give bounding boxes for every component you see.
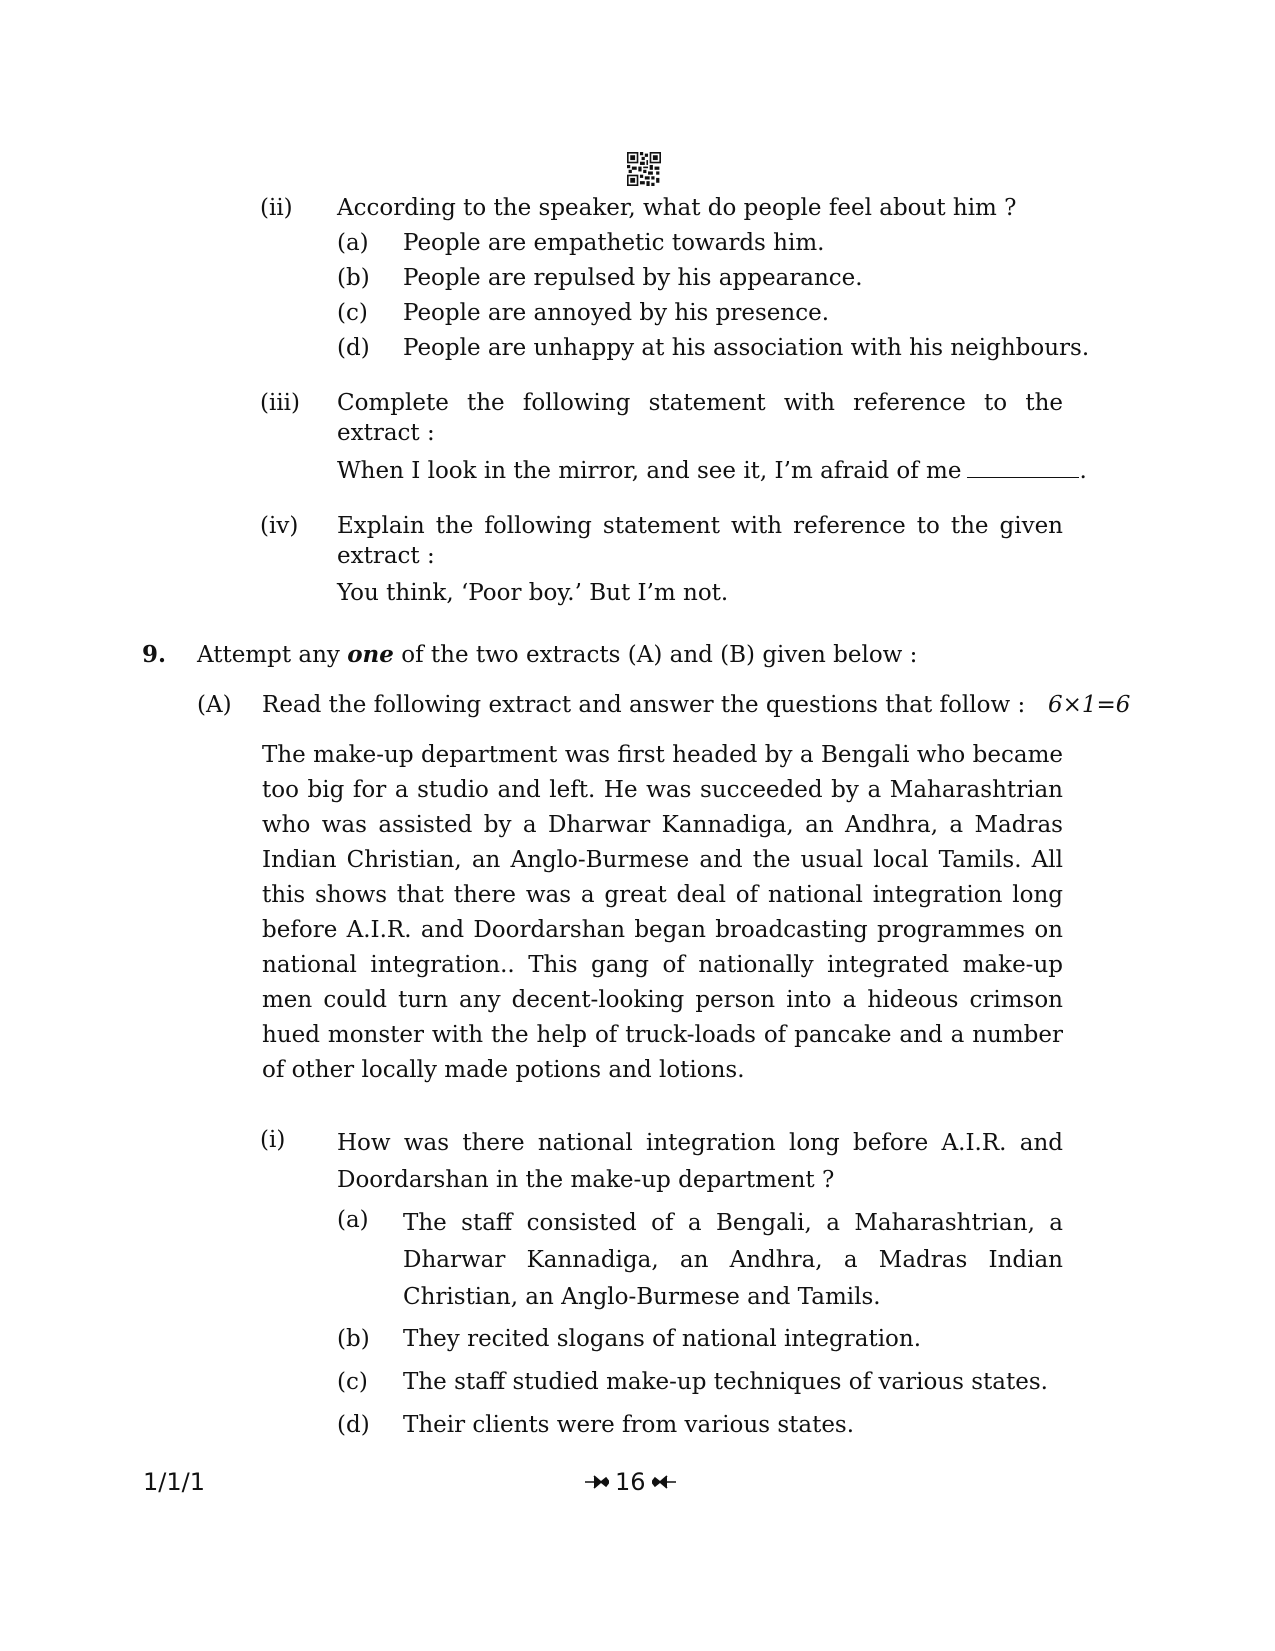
page-number-text: 16: [615, 1468, 646, 1496]
q9-number: 9.: [142, 641, 167, 668]
q8-iii-prompt-line2: extract :: [337, 420, 435, 446]
q8-ii-option-c-text: People are annoyed by his presence.: [403, 300, 830, 326]
q8-ii-option-a-label: (a): [337, 230, 369, 256]
q9-i-option-c-label: (c): [337, 1369, 368, 1395]
q9-part-a-label: (A): [197, 692, 232, 718]
extract-line: Indian Christian, an Anglo-Burmese and the usual local Tamils. All: [262, 847, 1063, 873]
q8-ii-number: (ii): [260, 195, 293, 221]
extract-line: The make-up department was first headed by a Bengali who became: [262, 742, 1063, 768]
q9-intro-pre: Attempt any: [197, 642, 348, 668]
q8-iv-number: (iv): [260, 513, 299, 539]
q9-part-a-instruction: Read the following extract and answer the questions that follow :: [262, 692, 1026, 718]
q9-i-option-d-text: Their clients were from various states.: [403, 1412, 855, 1438]
q8-ii-option-c-label: (c): [337, 300, 368, 326]
extract-line: men could turn any decent-looking person into a hideous crimson: [262, 987, 1063, 1013]
q8-iv-prompt-line2: extract :: [337, 543, 435, 569]
q8-ii-option-a-text: People are empathetic towards him.: [403, 230, 825, 256]
option-a-line: Dharwar Kannadiga, an Andhra, a Madras Indian: [403, 1247, 1063, 1273]
q8-ii-option-d-label: (d): [337, 335, 370, 361]
q9-intro-post: of the two extracts (A) and (B) given below :: [393, 642, 918, 668]
q9-i-option-d-label: (d): [337, 1412, 370, 1438]
q9-i-question: [337, 1125, 1063, 1199]
marks-allocation: 6×1=6: [1048, 692, 1131, 718]
q9-i-option-a-label: (a): [337, 1207, 369, 1233]
q8-iv-prompt-line1: Explain the following statement with reference to the given: [337, 513, 1063, 539]
q8-ii-option-b-text: People are repulsed by his appearance.: [403, 265, 863, 291]
q8-ii-question: According to the speaker, what do people feel about him ?: [337, 195, 1017, 221]
extract-line: hued monster with the help of truck-loads of pancake and a number: [262, 1022, 1063, 1048]
q9-intro: [197, 640, 917, 670]
option-a-line: Christian, an Anglo-Burmese and Tamils.: [403, 1284, 881, 1310]
ornament-right-icon: [652, 1475, 676, 1489]
q9-i-option-a-text: [403, 1205, 1063, 1316]
q9-i-question-line2: Doordarshan in the make-up department ?: [337, 1167, 835, 1193]
extract-line: who was assisted by a Dharwar Kannadiga, an Andhra, a Madras: [262, 812, 1063, 838]
q8-ii-option-d-text: People are unhappy at his association with his neighbours.: [403, 335, 1090, 361]
extract-line: too big for a studio and left. He was succeeded by a Maharashtrian: [262, 777, 1063, 803]
q9-i-option-b-text: They recited slogans of national integration.: [403, 1326, 922, 1352]
option-a-line: The staff consisted of a Bengali, a Maharashtrian, a: [403, 1210, 1063, 1236]
extract-line: of other locally made potions and lotions.: [262, 1057, 745, 1083]
q8-iii-number: (iii): [260, 390, 301, 416]
q9-i-option-b-label: (b): [337, 1326, 370, 1352]
page-number: [585, 1468, 676, 1496]
q9-i-number: (i): [260, 1127, 286, 1153]
extract-line: before A.I.R. and Doordarshan began broadcasting programmes on: [262, 917, 1063, 943]
q8-iv-statement: You think, ‘Poor boy.’ But I’m not.: [337, 580, 729, 606]
ornament-left-icon: [585, 1475, 609, 1489]
answer-blank: [967, 457, 1079, 478]
extract-line: this shows that there was a great deal of national integration long: [262, 882, 1063, 908]
q9-intro-emphasis: one: [347, 641, 394, 668]
extract-passage: [262, 738, 1063, 1088]
q8-ii-option-b-label: (b): [337, 265, 370, 291]
q8-iii-statement-end: .: [1079, 458, 1087, 484]
extract-line: national integration.. This gang of nationally integrated make-up: [262, 952, 1063, 978]
q8-iii-statement-text: When I look in the mirror, and see it, I’m afraid of me: [337, 458, 962, 484]
q8-iii-prompt-line1: Complete the following statement with reference to the: [337, 390, 1063, 416]
paper-code: 1/1/1: [143, 1468, 205, 1496]
q8-iii-statement: [337, 456, 1087, 486]
qr-code-icon: [627, 152, 661, 186]
q9-i-option-c-text: The staff studied make-up techniques of various states.: [403, 1369, 1048, 1395]
q9-i-question-line1: How was there national integration long before A.I.R. and: [337, 1130, 1063, 1156]
